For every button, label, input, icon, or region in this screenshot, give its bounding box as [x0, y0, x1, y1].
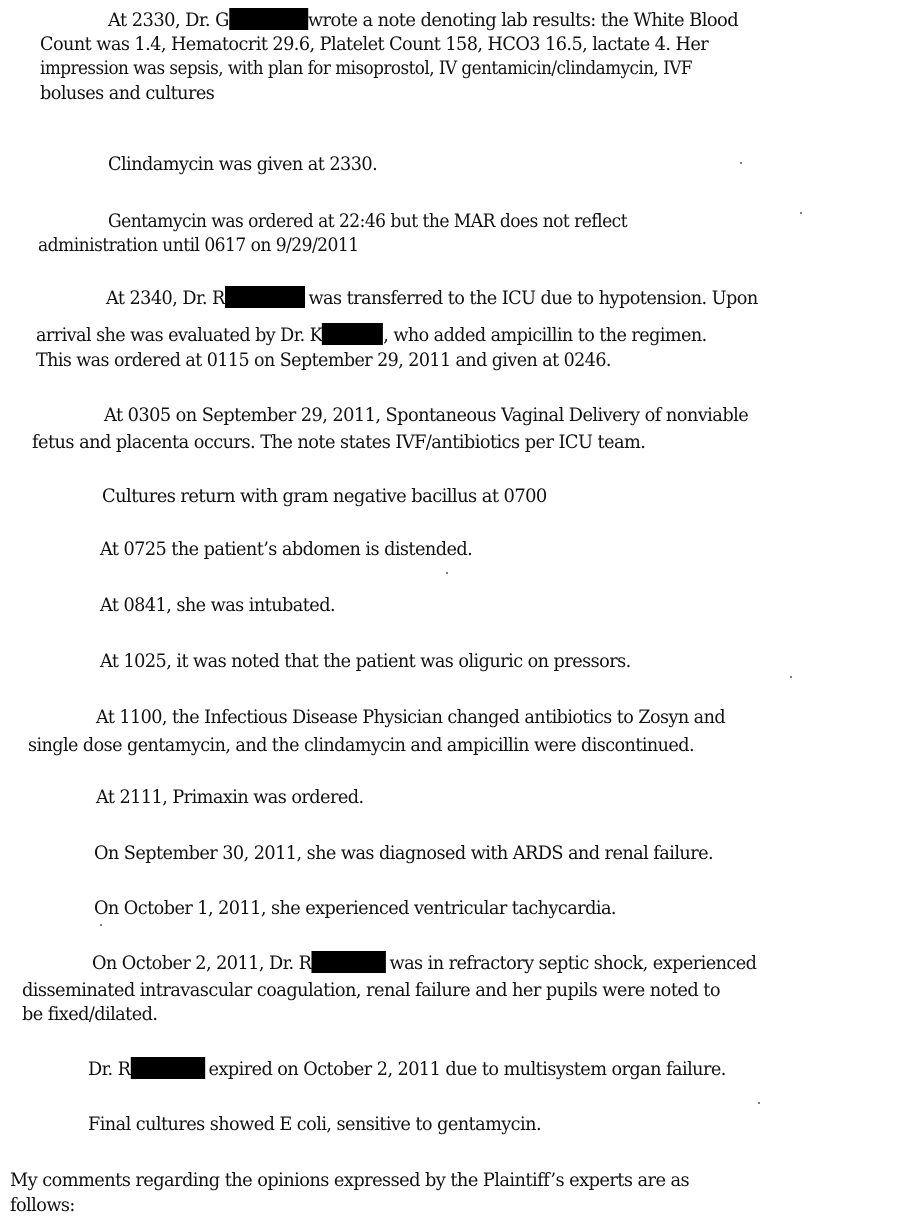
text: administration until 0617 on 9/29/2011 [38, 234, 359, 256]
text: On September 30, 2011, she was diagnosed with ARDS and renal failure. [94, 842, 714, 864]
redaction-box [311, 951, 385, 973]
text: This was ordered at 0115 on September 29, 2011 and given at 0246. [36, 349, 611, 371]
paragraph-14-line-3 [22, 1002, 157, 1026]
text: single dose gentamycin, and the clindamycin and ampicillin were discontinued. [28, 734, 694, 756]
paragraph-2-line-1 [108, 152, 377, 176]
text: arrival she was evaluated by Dr. K [36, 324, 323, 346]
text: fetus and placenta occurs. The note states IVF/antibiotics per ICU team. [32, 431, 646, 453]
redaction-box [130, 1057, 204, 1079]
paragraph-14-line-2 [22, 978, 720, 1002]
scan-speck [800, 212, 802, 214]
text: At 1100, the Infectious Disease Physician changed antibiotics to Zosyn and [96, 706, 726, 728]
paragraph-7-line-1 [100, 537, 472, 561]
paragraph-6-line-1 [102, 484, 547, 508]
text: Gentamycin was ordered at 22:46 but the MAR does not reflect [108, 210, 628, 232]
paragraph-3-line-2 [38, 233, 359, 257]
text: At 2111, Primaxin was ordered. [96, 786, 364, 808]
redaction-box [322, 323, 383, 345]
paragraph-4-line-3 [36, 348, 611, 372]
paragraph-16-line-1 [88, 1112, 541, 1136]
paragraph-11-line-1 [96, 785, 364, 809]
text: Dr. R [88, 1058, 131, 1080]
text: At 0841, she was intubated. [100, 594, 336, 616]
paragraph-13-line-1 [94, 896, 616, 920]
text: At 2330, Dr. G [108, 9, 229, 31]
text: boluses and cultures [40, 82, 215, 104]
paragraph-1-line-4 [40, 81, 214, 105]
text: Final cultures showed E coli, sensitive to gentamycin. [88, 1113, 542, 1135]
paragraph-5-line-1 [104, 403, 748, 427]
text: wrote a note denoting lab results: the White Blood [307, 9, 739, 31]
text: On October 2, 2011, Dr. R [92, 952, 312, 974]
paragraph-5-line-2 [32, 430, 645, 454]
scan-speck [740, 162, 742, 164]
text: My comments regarding the opinions expressed by the Plaintiff’s experts are as [10, 1169, 690, 1191]
scan-speck [100, 924, 102, 926]
paragraph-4-line-2 [36, 323, 707, 347]
text: Cultures return with gram negative bacillus at 0700 [102, 485, 547, 507]
text: At 0725 the patient’s abdomen is distended. [100, 538, 473, 560]
paragraph-1-line-3 [40, 56, 692, 80]
text: At 1025, it was noted that the patient was oliguric on pressors. [100, 650, 631, 672]
paragraph-10-line-2 [28, 733, 694, 757]
paragraph-8-line-1 [100, 593, 335, 617]
text: be fixed/dilated. [22, 1003, 158, 1025]
scan-speck [446, 572, 448, 574]
paragraph-12-line-1 [94, 841, 713, 865]
paragraph-3-line-1 [108, 209, 627, 233]
text: Count was 1.4, Hematocrit 29.6, Platelet Count 158, HCO3 16.5, lactate 4. Her [40, 33, 709, 55]
text: impression was sepsis, with plan for misoprostol, IV gentamicin/clindamycin, IVF [40, 57, 693, 79]
paragraph-14-line-1 [92, 951, 756, 975]
text: was transferred to the ICU due to hypotension. Upon [308, 287, 758, 309]
text: On October 1, 2011, she experienced ventricular tachycardia. [94, 897, 617, 919]
text: follows: [10, 1194, 75, 1216]
text: , who added ampicillin to the regimen. [383, 324, 707, 346]
redaction-box [225, 286, 305, 308]
text: was in refractory septic shock, experienced [389, 952, 757, 974]
paragraph-1-line-1 [108, 8, 738, 32]
text: Clindamycin was given at 2330. [108, 153, 378, 175]
paragraph-17-line-2 [10, 1193, 75, 1217]
paragraph-9-line-1 [100, 649, 631, 673]
text: At 2340, Dr. R [106, 287, 225, 309]
scan-speck [790, 676, 792, 678]
scan-speck [758, 1102, 760, 1104]
paragraph-15-line-1 [88, 1057, 726, 1081]
text: At 0305 on September 29, 2011, Spontaneous Vaginal Delivery of nonviable [104, 404, 749, 426]
paragraph-17-line-1 [10, 1168, 689, 1192]
text: expired on October 2, 2011 due to multisystem organ failure. [208, 1058, 726, 1080]
text: disseminated intravascular coagulation, renal failure and her pupils were noted to [22, 979, 720, 1001]
paragraph-1-line-2 [40, 32, 708, 56]
redaction-box [229, 8, 308, 30]
paragraph-10-line-1 [96, 705, 725, 729]
paragraph-4-line-1 [106, 286, 758, 310]
